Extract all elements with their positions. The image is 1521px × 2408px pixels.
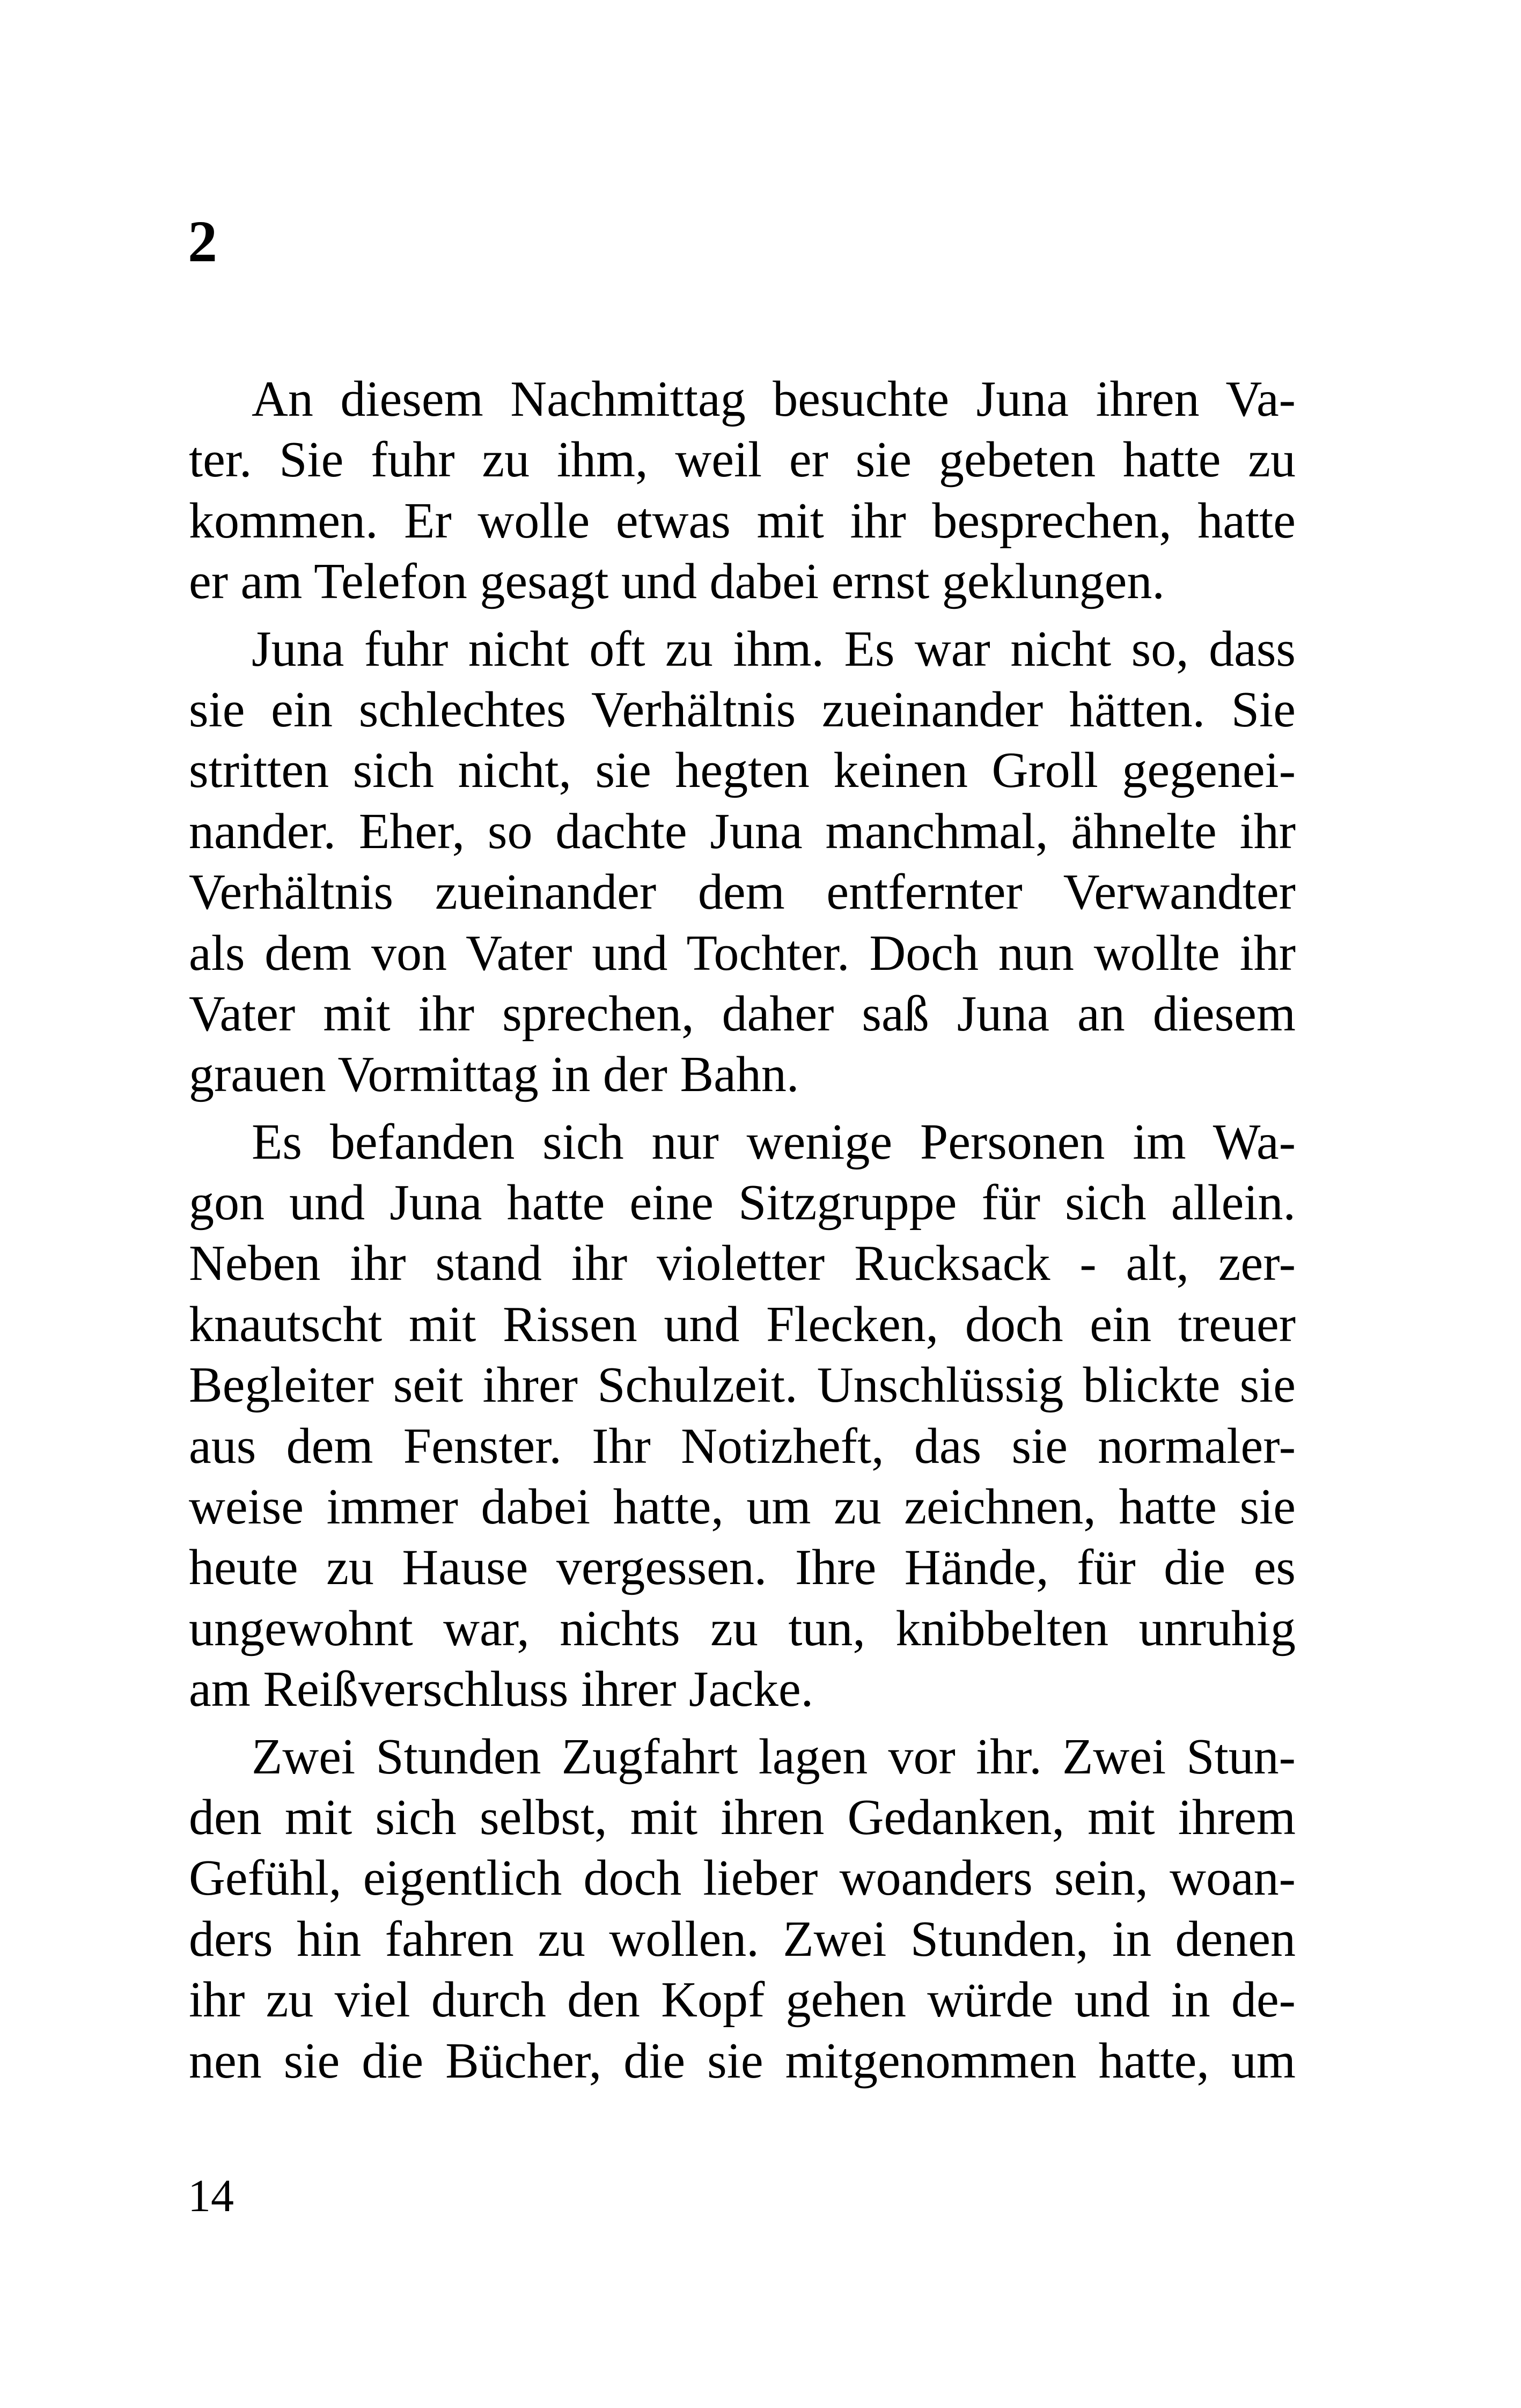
paragraph — [189, 1727, 1296, 2092]
text-line: heute zu Hause vergessen. Ihre Hände, für die es — [189, 1540, 1296, 1596]
text-line: weise immer dabei hatte, um zu zeichnen, hatte sie — [189, 1479, 1296, 1535]
paragraph — [189, 619, 1296, 1106]
text-line: Zwei Stunden Zugfahrt lagen vor ihr. Zwei Stun- — [252, 1728, 1296, 1785]
text-line: als dem von Vater und Tochter. Doch nun wollte ihr — [189, 925, 1296, 981]
text-line: Vater mit ihr sprechen, daher saß Juna an diesem — [189, 985, 1296, 1042]
text-line: Gefühl, eigentlich doch lieber woanders sein, woan- — [189, 1850, 1296, 1906]
text-line: ihr zu viel durch den Kopf gehen würde und in de- — [189, 1972, 1296, 2028]
text-line: am Reißverschluss ihrer Jacke. — [189, 1661, 814, 1718]
text-line: stritten sich nicht, sie hegten keinen Groll gegenei- — [189, 742, 1296, 799]
text-line: kommen. Er wolle etwas mit ihr besprechen, hatte — [189, 492, 1296, 549]
text-line: grauen Vormittag in der Bahn. — [189, 1047, 799, 1103]
text-line: ungewohnt war, nichts zu tun, knibbelten unruhig — [189, 1600, 1296, 1656]
body-text — [189, 369, 1296, 2098]
text-line: Verhältnis zueinander dem entfernter Verwandter — [189, 864, 1296, 921]
text-line: gon und Juna hatte eine Sitzgruppe für sich allein. — [189, 1175, 1296, 1231]
text-line: knautscht mit Rissen und Flecken, doch ein treuer — [189, 1296, 1296, 1352]
text-line: An diesem Nachmittag besuchte Juna ihren Va- — [252, 371, 1296, 427]
paragraph — [189, 1112, 1296, 1720]
text-line: Begleiter seit ihrer Schulzeit. Unschlüssig blickte sie — [189, 1357, 1296, 1413]
text-line: aus dem Fenster. Ihr Notizheft, das sie normaler- — [189, 1418, 1296, 1474]
text-line: Es befanden sich nur wenige Personen im Wa- — [252, 1114, 1296, 1170]
paragraph — [189, 369, 1296, 613]
page-number: 14 — [188, 2170, 234, 2221]
text-line: ders hin fahren zu wollen. Zwei Stunden, in denen — [189, 1911, 1296, 1967]
chapter-number: 2 — [188, 209, 217, 274]
text-line: den mit sich selbst, mit ihren Gedanken, mit ihrem — [189, 1789, 1296, 1845]
text-line: Neben ihr stand ihr violetter Rucksack - alt, zer- — [189, 1235, 1296, 1292]
text-line: nander. Eher, so dachte Juna manchmal, ähnelte ihr — [189, 803, 1296, 859]
text-line: er am Telefon gesagt und dabei ernst geklungen. — [189, 554, 1165, 610]
text-line: sie ein schlechtes Verhältnis zueinander hätten. Sie — [189, 681, 1296, 738]
text-line: nen sie die Bücher, die sie mitgenommen hatte, um — [189, 2033, 1296, 2089]
text-line: ter. Sie fuhr zu ihm, weil er sie gebeten hatte zu — [189, 432, 1296, 488]
text-line: Juna fuhr nicht oft zu ihm. Es war nicht so, dass — [252, 621, 1296, 677]
